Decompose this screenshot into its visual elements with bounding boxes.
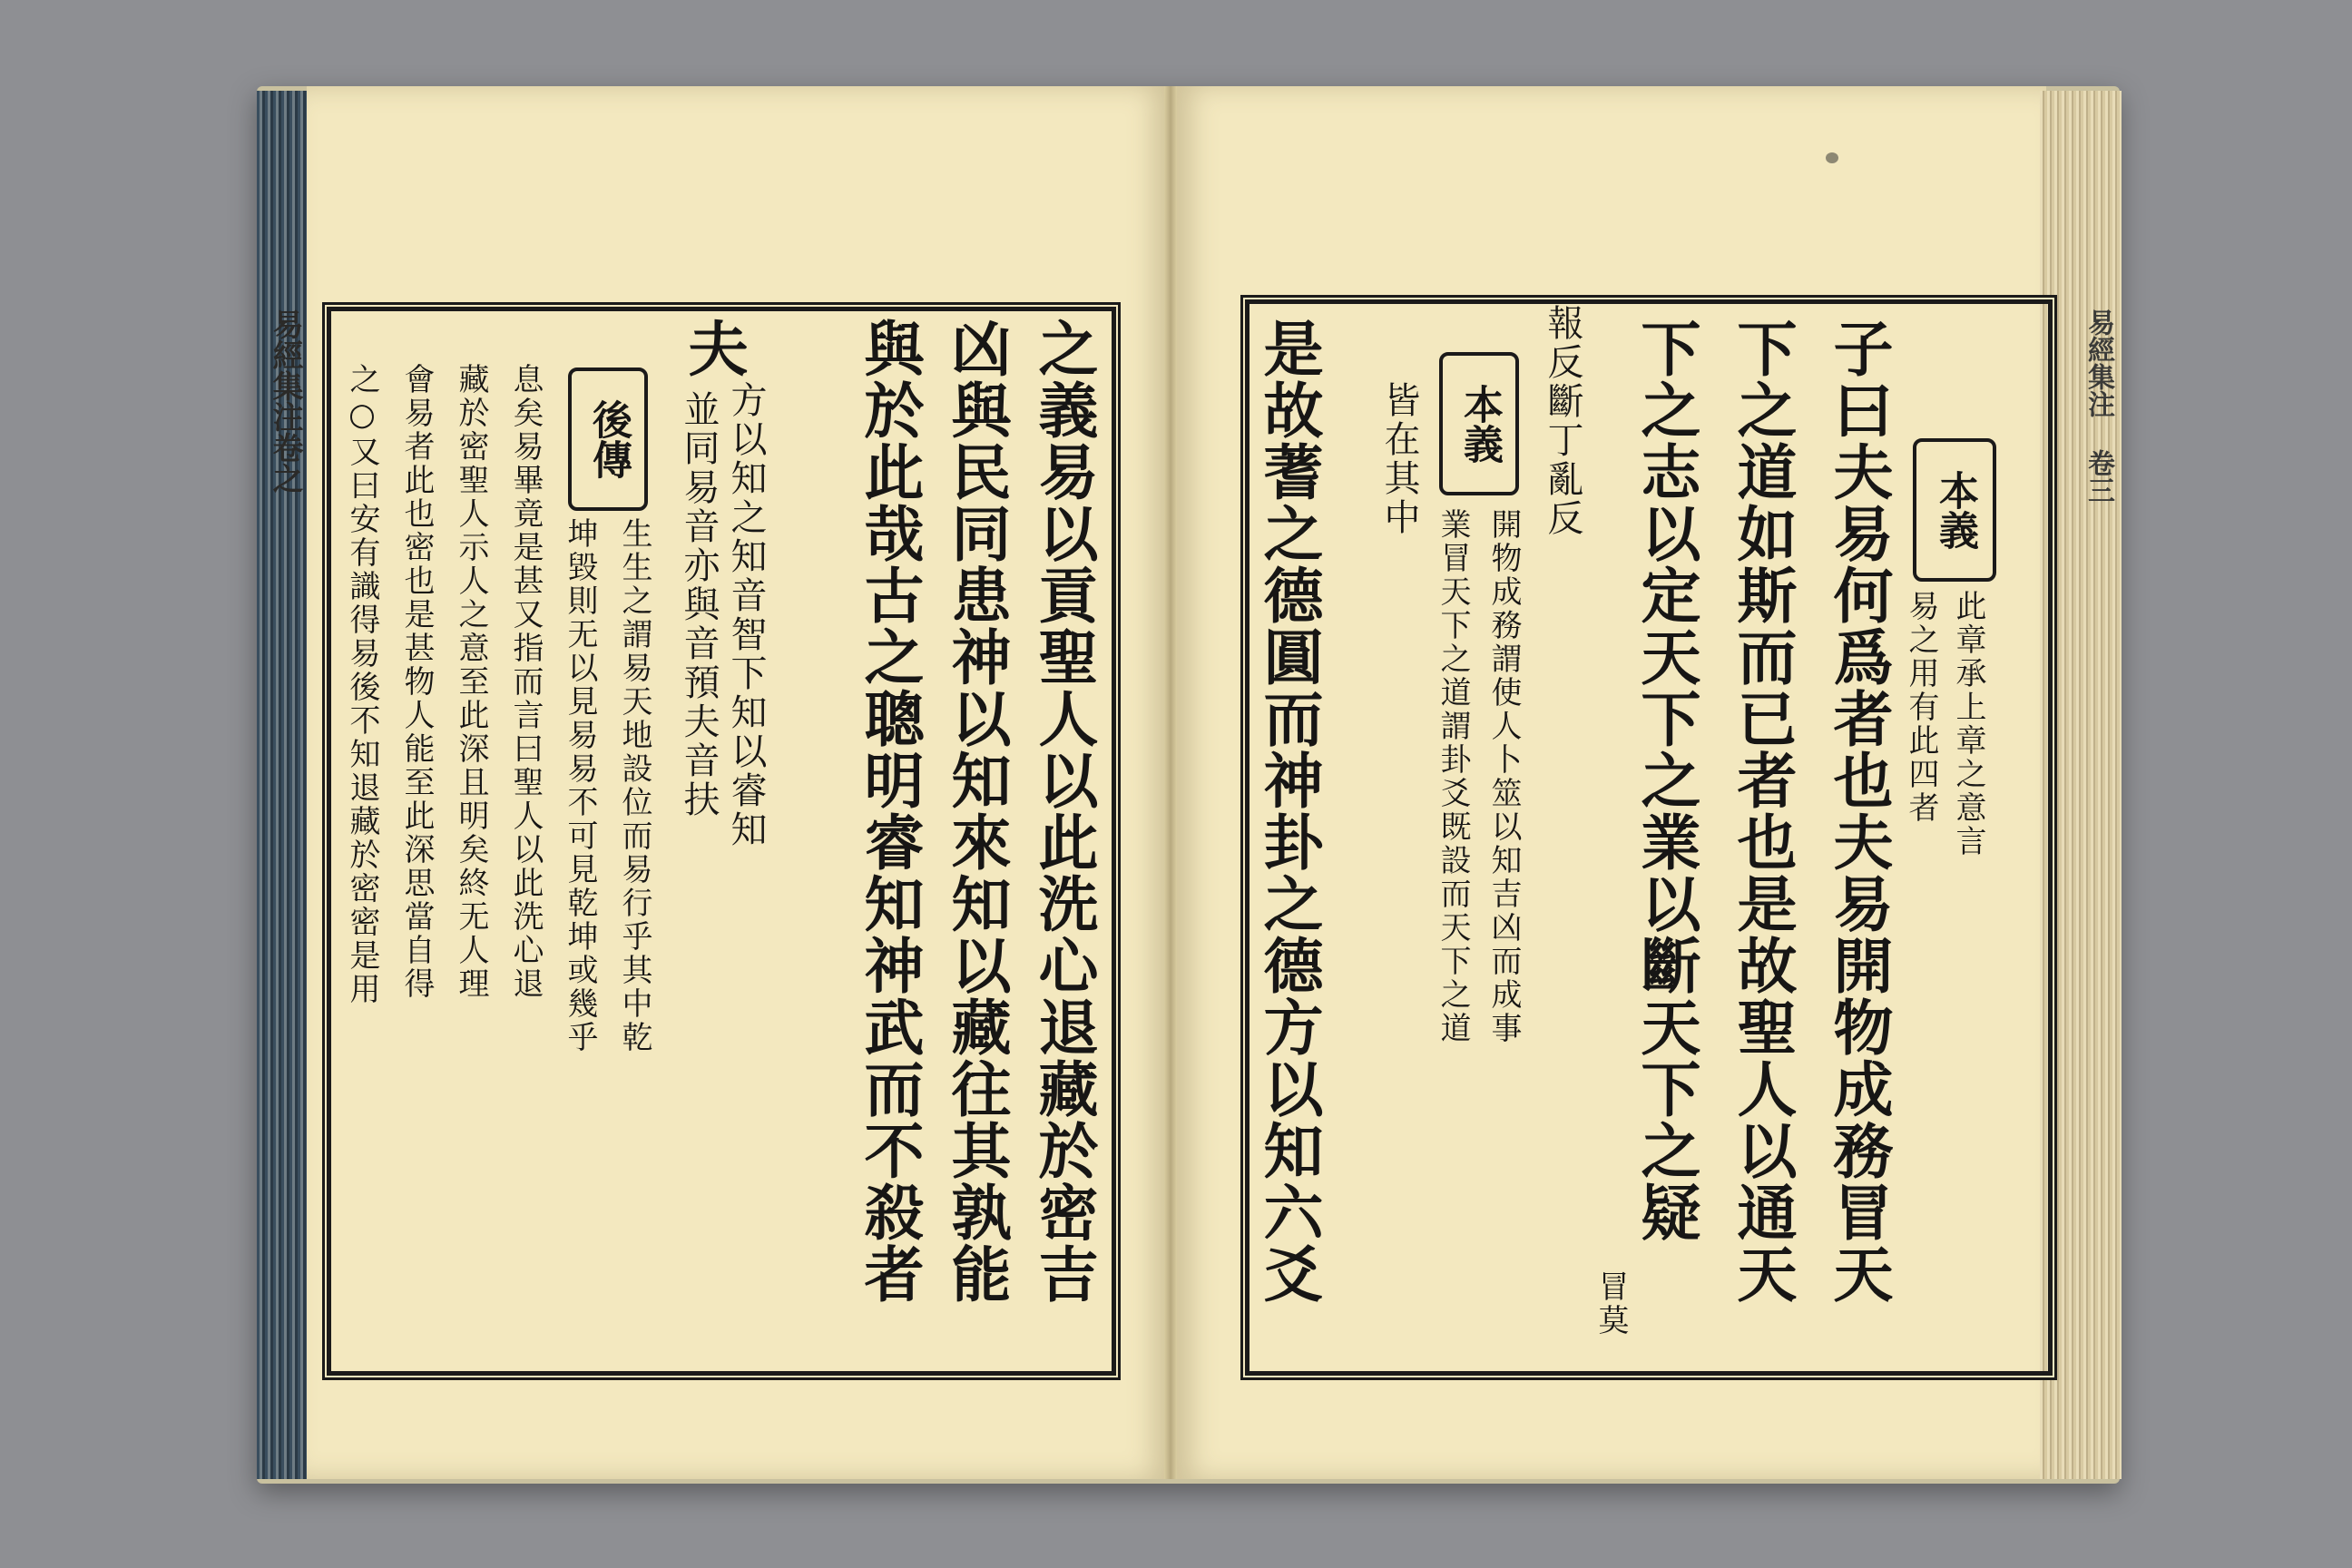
right-section-label-top: 本義 bbox=[1913, 438, 1996, 582]
left-commentary-col-2: 坤毀則无以見易易不可見乾坤或幾乎 bbox=[562, 517, 598, 1054]
right-top-note-col-1: 此章承上章之意言 bbox=[1950, 590, 1986, 858]
left-note-col-2: 並同易音亦與音預夫音扶 bbox=[678, 390, 720, 819]
right-main-col-4: 是故蓍之德圓而神卦之德方以知六爻 bbox=[1253, 318, 1324, 1305]
left-commentary-col-6: 之○又曰安有識得易後不知退藏於密密是用 bbox=[344, 363, 380, 1006]
page-speck bbox=[1826, 152, 1838, 163]
left-commentary-col-5: 會易者此也密也是甚物人能至此深思當自得 bbox=[398, 363, 435, 1001]
right-spine-label: 易經集注 卷三 bbox=[2082, 309, 2114, 504]
left-note-col-1: 方以知之知音智下知以睿知 bbox=[725, 381, 767, 849]
right-main-col-2: 下之道如斯而已者也是故聖人以通天 bbox=[1727, 318, 1798, 1305]
right-commentary-col-2: 業冒天下之道謂卦爻既設而天下之道 bbox=[1435, 508, 1471, 1045]
left-commentary-col-3: 息矣易畢竟是甚又指而言曰聖人以此洗心退 bbox=[507, 363, 544, 1001]
right-note-col-2: 皆在其中 bbox=[1378, 381, 1420, 537]
left-main-col-3: 與於此哉古之聰明睿知神武而不殺者 bbox=[854, 318, 925, 1305]
book-gutter bbox=[1164, 86, 1177, 1479]
left-main-col-1: 之義易以貢聖人以此洗心退藏於密吉 bbox=[1028, 318, 1099, 1305]
right-top-note-col-2: 易之用有此四者 bbox=[1903, 590, 1939, 825]
left-commentary-col-4: 藏於密聖人示人之意至此深且明矣終无人理 bbox=[453, 363, 489, 1001]
right-section-label-mid: 本義 bbox=[1439, 352, 1519, 495]
left-main-col-4: 夫 bbox=[678, 318, 749, 379]
left-section-label: 後傳 bbox=[568, 368, 648, 511]
left-commentary-col-1: 生生之謂易天地設位而易行乎其中乾 bbox=[616, 517, 652, 1054]
left-page-edges bbox=[257, 91, 309, 1479]
right-main-col-3: 下之志以定天下之業以斷天下之疑 bbox=[1631, 318, 1701, 1243]
right-main-col-1: 子曰夫易何爲者也夫易開物成務冒天 bbox=[1823, 318, 1894, 1305]
right-note-col-1: 報反斷丁亂反 bbox=[1542, 304, 1583, 538]
right-commentary-col-1: 開物成務謂使人卜筮以知吉凶而成事 bbox=[1485, 508, 1522, 1045]
left-main-col-2: 凶與民同患神以知來知以藏往其孰能 bbox=[941, 318, 1012, 1305]
left-spine-label: 易經集注卷之 bbox=[267, 309, 303, 494]
right-small-note: 冒莫 bbox=[1592, 1270, 1629, 1338]
